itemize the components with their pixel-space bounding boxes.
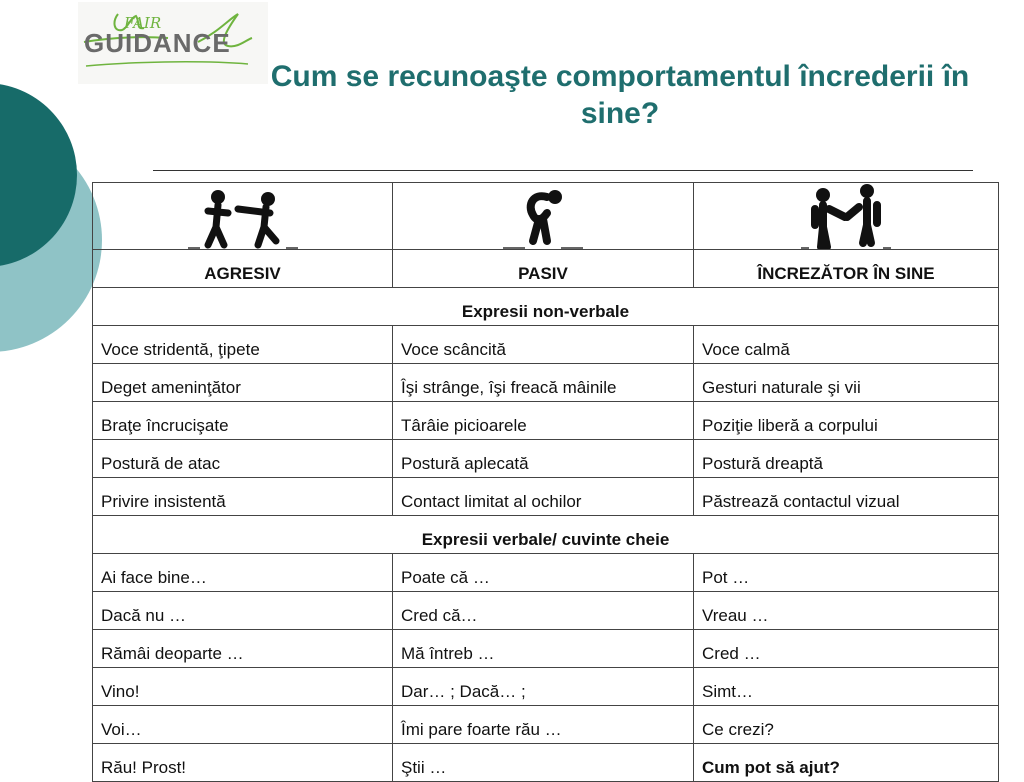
icon-cell-passive	[393, 183, 694, 250]
table-cell: Gesturi naturale şi vii	[694, 364, 999, 402]
table-cell: Voce stridentă, ţipete	[93, 326, 393, 364]
table-cell: Cred …	[694, 630, 999, 668]
table-row	[93, 440, 999, 478]
logo	[78, 2, 268, 84]
table-cell: Pot …	[694, 554, 999, 592]
table-row	[93, 706, 999, 744]
table-cell: Vreau …	[694, 592, 999, 630]
table-cell: Voi…	[93, 706, 393, 744]
table-row	[93, 668, 999, 706]
icon-cell-aggressive	[93, 183, 393, 250]
confident-figures-icon	[801, 183, 891, 249]
table-row	[93, 554, 999, 592]
table-cell: Dacă nu …	[93, 592, 393, 630]
table-cell: Deget ameninţător	[93, 364, 393, 402]
table-row	[93, 592, 999, 630]
table-cell: Îmi pare foarte rău …	[393, 706, 694, 744]
table-cell: Vino!	[93, 668, 393, 706]
aggressive-figures-icon	[188, 183, 298, 249]
table-cell: Rău! Prost!	[93, 744, 393, 782]
behavior-table	[92, 182, 999, 782]
table-row	[93, 630, 999, 668]
table-cell: Târâie picioarele	[393, 402, 694, 440]
table-cell: Mă întreb …	[393, 630, 694, 668]
table-cell: Îşi strânge, îşi freacă mâinile	[393, 364, 694, 402]
icon-cell-confident	[694, 183, 999, 250]
table-row	[93, 326, 999, 364]
table-cell: Contact limitat al ochilor	[393, 478, 694, 516]
page-title: Cum se recunoaşte comportamentul încrederii în sine?	[270, 60, 970, 130]
table-cell-emphasis: Cum pot să ajut?	[694, 744, 999, 782]
table-cell: Ştii …	[393, 744, 694, 782]
logo-text: GUIDANCE	[84, 28, 231, 58]
table-cell: Păstrează contactul vizual	[694, 478, 999, 516]
table-cell: Braţe încrucişate	[93, 402, 393, 440]
table-cell: Voce calmă	[694, 326, 999, 364]
table-cell: Postură de atac	[93, 440, 393, 478]
column-header-row	[93, 250, 999, 288]
section-header-row	[93, 516, 999, 554]
column-header-passive: PASIV	[393, 250, 694, 288]
table-cell: Poate că …	[393, 554, 694, 592]
table-cell: Poziţie liberă a corpului	[694, 402, 999, 440]
table-cell: Dar… ; Dacă… ;	[393, 668, 694, 706]
logo-script-text: FAIR	[124, 14, 162, 32]
table-row	[93, 402, 999, 440]
title-divider	[153, 170, 973, 171]
section-title-verbal: Expresii verbale/ cuvinte cheie	[93, 516, 999, 554]
table-cell: Ai face bine…	[93, 554, 393, 592]
section-title-nonverbal: Expresii non-verbale	[93, 288, 999, 326]
table-cell: Rămâi deoparte …	[93, 630, 393, 668]
column-header-aggressive: AGRESIV	[93, 250, 393, 288]
table-row	[93, 744, 999, 782]
table-row	[93, 364, 999, 402]
table-cell: Simt…	[694, 668, 999, 706]
table-cell: Privire insistentă	[93, 478, 393, 516]
table-row	[93, 478, 999, 516]
table-cell: Postură aplecată	[393, 440, 694, 478]
passive-figure-icon	[503, 183, 583, 249]
column-header-confident: ÎNCREZĂTOR ÎN SINE	[694, 250, 999, 288]
table-cell: Postură dreaptă	[694, 440, 999, 478]
table-cell: Cred că…	[393, 592, 694, 630]
icon-row	[93, 183, 999, 250]
table-cell: Ce crezi?	[694, 706, 999, 744]
section-header-row	[93, 288, 999, 326]
table-cell: Voce scâncită	[393, 326, 694, 364]
